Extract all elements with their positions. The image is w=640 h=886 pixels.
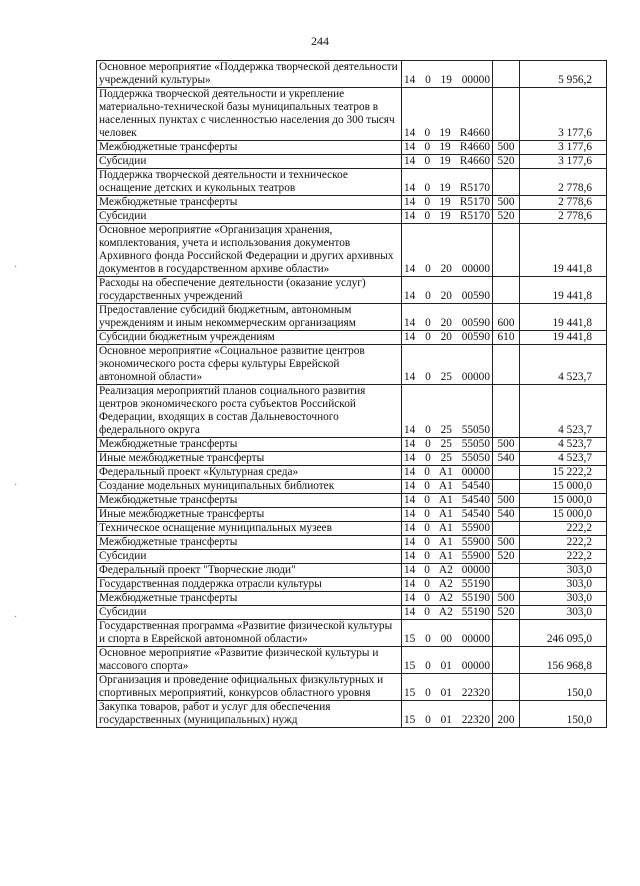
row-name: Иные межбюджетные трансферты — [97, 508, 402, 522]
row-sum: 15 000,0 — [520, 508, 607, 522]
row-vr: 500 — [493, 141, 520, 155]
code-part: A1 — [438, 536, 453, 548]
table-row — [97, 564, 607, 578]
table-row — [97, 466, 607, 480]
code-part: 20 — [440, 331, 452, 343]
code-part: 00000 — [461, 263, 490, 275]
code-part: 19 — [439, 182, 451, 194]
row-code — [402, 701, 493, 728]
code-part: 0 — [424, 592, 430, 604]
row-name: Основное мероприятие «Развитие физической культуры и массового спорта» — [97, 647, 402, 674]
code-part: 19 — [439, 210, 451, 222]
table-row — [97, 522, 607, 536]
row-code — [402, 224, 493, 277]
code-part: 01 — [440, 660, 452, 672]
row-sum: 222,2 — [520, 536, 607, 550]
code-part: 0 — [425, 452, 431, 464]
code-part: 00000 — [461, 564, 490, 576]
code-part: R5170 — [459, 182, 490, 194]
code-part: 14 — [404, 182, 416, 194]
budget-table — [96, 60, 607, 728]
code-part: 19 — [440, 74, 452, 86]
table-row — [97, 550, 607, 564]
code-part: 14 — [404, 592, 416, 604]
row-vr — [493, 61, 520, 88]
row-vr: 520 — [493, 210, 520, 224]
row-sum: 4 523,7 — [520, 385, 607, 438]
code-part: 14 — [404, 210, 416, 222]
row-code — [402, 494, 493, 508]
code-part: 15 — [404, 714, 416, 726]
code-part: 20 — [440, 290, 452, 302]
scan-mark: · — [14, 480, 18, 491]
table-row — [97, 508, 607, 522]
row-vr: 600 — [493, 304, 520, 331]
code-part: 0 — [424, 466, 430, 478]
row-name: Межбюджетные трансферты — [97, 141, 402, 155]
row-name: Субсидии — [97, 155, 402, 169]
code-part: 14 — [404, 550, 416, 562]
code-part: 14 — [404, 466, 416, 478]
code-part: 0 — [425, 660, 431, 672]
row-sum: 222,2 — [520, 522, 607, 536]
row-sum: 4 523,7 — [520, 452, 607, 466]
row-sum: 5 956,2 — [520, 61, 607, 88]
row-name: Основное мероприятие «Организация хранения, комплектования, учета и использования документов Архивного фонда Российской Федерации и других архивных документов в государственном архиве области» — [97, 224, 402, 277]
row-vr — [493, 522, 520, 536]
row-sum: 19 441,8 — [520, 224, 607, 277]
code-part: 19 — [439, 155, 451, 167]
row-sum: 222,2 — [520, 550, 607, 564]
table-row — [97, 224, 607, 277]
row-sum: 2 778,6 — [520, 196, 607, 210]
code-part: R4660 — [459, 141, 490, 153]
code-part: 14 — [404, 522, 416, 534]
code-part: 14 — [404, 317, 416, 329]
row-sum: 15 000,0 — [520, 480, 607, 494]
table-row — [97, 674, 607, 701]
code-part: A1 — [438, 550, 453, 562]
row-code — [402, 564, 493, 578]
scan-mark: · — [14, 612, 18, 623]
code-part: 0 — [424, 196, 431, 208]
row-sum: 19 441,8 — [520, 304, 607, 331]
code-part: 54540 — [461, 494, 490, 506]
row-name: Субсидии — [97, 550, 402, 564]
table-row — [97, 578, 607, 592]
code-part: 14 — [404, 480, 416, 492]
row-name: Субсидии — [97, 606, 402, 620]
row-code — [402, 508, 493, 522]
code-part: R4660 — [459, 127, 490, 139]
row-name: Межбюджетные трансферты — [97, 438, 402, 452]
row-name: Предоставление субсидий бюджетным, автономным учреждениям и иным некоммерческим организациям — [97, 304, 402, 331]
row-name: Межбюджетные трансферты — [97, 196, 402, 210]
row-vr: 520 — [493, 606, 520, 620]
code-part: 55050 — [461, 438, 490, 450]
table-row — [97, 452, 607, 466]
code-part: 55900 — [461, 522, 490, 534]
code-part: 15 — [404, 633, 416, 645]
row-name: Федеральный проект «Культурная среда» — [97, 466, 402, 480]
code-part: A1 — [438, 466, 453, 478]
table-row — [97, 592, 607, 606]
code-part: 0 — [424, 508, 430, 520]
row-code — [402, 480, 493, 494]
row-sum: 3 177,6 — [520, 141, 607, 155]
row-vr — [493, 277, 520, 304]
code-part: 0 — [425, 290, 431, 302]
row-name: Межбюджетные трансферты — [97, 536, 402, 550]
row-code — [402, 385, 493, 438]
row-vr — [493, 466, 520, 480]
code-part: 54540 — [461, 508, 490, 520]
row-name: Основное мероприятие «Поддержка творческой деятельности учреждений культуры» — [97, 61, 402, 88]
code-part: R5170 — [459, 210, 490, 222]
code-part: 14 — [404, 494, 416, 506]
code-part: 22320 — [461, 687, 490, 699]
code-part: 55050 — [461, 452, 490, 464]
code-part: 15 — [404, 660, 416, 672]
row-sum: 156 968,8 — [520, 647, 607, 674]
code-part: 0 — [425, 317, 431, 329]
code-part: 00590 — [461, 331, 490, 343]
row-sum: 19 441,8 — [520, 331, 607, 345]
code-part: 0 — [424, 127, 431, 139]
table-row — [97, 480, 607, 494]
code-part: 25 — [440, 371, 452, 383]
row-vr — [493, 564, 520, 578]
table-row — [97, 169, 607, 196]
row-name: Техническое оснащение муниципальных музеев — [97, 522, 402, 536]
row-code — [402, 536, 493, 550]
row-name: Расходы на обеспечение деятельности (оказание услуг) государственных учреждений — [97, 277, 402, 304]
table-row — [97, 536, 607, 550]
code-part: 19 — [439, 141, 451, 153]
row-code — [402, 196, 493, 210]
code-part: 54540 — [461, 480, 490, 492]
code-part: A1 — [438, 494, 453, 506]
code-part: A1 — [438, 480, 453, 492]
row-sum: 15 000,0 — [520, 494, 607, 508]
row-sum: 3 177,6 — [520, 88, 607, 141]
row-name: Поддержка творческой деятельности и укрепление материально-технической базы муниципальных театров в населенных пунктах с численностью населения до 300 тысяч человек — [97, 88, 402, 141]
code-part: 25 — [440, 438, 452, 450]
row-vr — [493, 578, 520, 592]
code-part: 14 — [404, 155, 416, 167]
code-part: R5170 — [459, 196, 490, 208]
row-name: Межбюджетные трансферты — [97, 592, 402, 606]
code-part: 00000 — [461, 633, 490, 645]
row-code — [402, 438, 493, 452]
row-sum: 4 523,7 — [520, 345, 607, 385]
row-sum: 2 778,6 — [520, 169, 607, 196]
row-code — [402, 674, 493, 701]
row-vr: 500 — [493, 196, 520, 210]
code-part: 19 — [439, 127, 451, 139]
table-row — [97, 438, 607, 452]
code-part: 0 — [424, 606, 430, 618]
code-part: 0 — [425, 633, 431, 645]
row-code — [402, 620, 493, 647]
code-part: A2 — [438, 564, 453, 576]
table-row — [97, 345, 607, 385]
code-part: 19 — [439, 196, 451, 208]
row-code — [402, 277, 493, 304]
code-part: 14 — [404, 263, 416, 275]
code-part: 22320 — [461, 714, 490, 726]
row-code — [402, 550, 493, 564]
code-part: 0 — [424, 564, 430, 576]
row-code — [402, 88, 493, 141]
code-part: 0 — [425, 331, 431, 343]
row-sum: 3 177,6 — [520, 155, 607, 169]
code-part: 0 — [424, 536, 430, 548]
code-part: 0 — [424, 210, 431, 222]
row-code — [402, 647, 493, 674]
code-part: A2 — [438, 578, 453, 590]
budget-table-body — [97, 61, 607, 728]
table-row — [97, 61, 607, 88]
code-part: 01 — [440, 714, 452, 726]
code-part: 14 — [404, 508, 416, 520]
code-part: 0 — [424, 578, 430, 590]
code-part: 00 — [440, 633, 452, 645]
row-vr: 540 — [493, 452, 520, 466]
code-part: 14 — [404, 438, 416, 450]
code-part: 14 — [404, 331, 416, 343]
row-code — [402, 522, 493, 536]
row-name: Федеральный проект "Творческие люди" — [97, 564, 402, 578]
code-part: 14 — [404, 127, 416, 139]
code-part: A1 — [438, 508, 453, 520]
row-name: Организация и проведение официальных физкультурных и спортивных мероприятий, конкурсов областного уровня — [97, 674, 402, 701]
row-vr — [493, 480, 520, 494]
row-code — [402, 61, 493, 88]
row-sum: 303,0 — [520, 606, 607, 620]
row-name: Основное мероприятие «Социальное развитие центров экономического роста сферы культуры Еврейской автономной области» — [97, 345, 402, 385]
code-part: 0 — [424, 141, 431, 153]
code-part: 14 — [404, 74, 416, 86]
row-sum: 303,0 — [520, 592, 607, 606]
row-sum: 15 222,2 — [520, 466, 607, 480]
row-vr: 610 — [493, 331, 520, 345]
code-part: 14 — [404, 606, 416, 618]
code-part: A1 — [438, 522, 453, 534]
row-code — [402, 141, 493, 155]
table-row — [97, 620, 607, 647]
code-part: 55900 — [461, 550, 490, 562]
row-name: Субсидии бюджетным учреждениям — [97, 331, 402, 345]
table-row — [97, 277, 607, 304]
row-name: Государственная поддержка отрасли культуры — [97, 578, 402, 592]
row-sum: 150,0 — [520, 701, 607, 728]
code-part: R4660 — [459, 155, 490, 167]
row-sum: 303,0 — [520, 578, 607, 592]
code-part: 01 — [440, 687, 452, 699]
code-part: 00590 — [461, 290, 490, 302]
code-part: 55190 — [461, 606, 490, 618]
row-code — [402, 452, 493, 466]
code-part: 00000 — [461, 660, 490, 672]
row-vr — [493, 385, 520, 438]
row-code — [402, 169, 493, 196]
row-vr: 500 — [493, 494, 520, 508]
code-part: 0 — [425, 438, 431, 450]
table-row — [97, 210, 607, 224]
code-part: 00590 — [461, 317, 490, 329]
code-part: 20 — [440, 317, 452, 329]
code-part: 0 — [425, 424, 431, 436]
code-part: 0 — [424, 480, 430, 492]
code-part: 14 — [404, 290, 416, 302]
row-sum: 2 778,6 — [520, 210, 607, 224]
row-name: Реализация мероприятий планов социального развития центров экономического роста субъектов Российской Федерации, входящих в состав Дальневосточного федерального округа — [97, 385, 402, 438]
table-row — [97, 647, 607, 674]
code-part: 0 — [424, 494, 430, 506]
code-part: 14 — [404, 536, 416, 548]
row-code — [402, 155, 493, 169]
row-vr — [493, 345, 520, 385]
row-vr — [493, 169, 520, 196]
row-name: Иные межбюджетные трансферты — [97, 452, 402, 466]
code-part: 0 — [425, 263, 431, 275]
code-part: 0 — [425, 74, 431, 86]
row-code — [402, 304, 493, 331]
row-vr — [493, 620, 520, 647]
table-row — [97, 494, 607, 508]
row-vr — [493, 674, 520, 701]
code-part: 0 — [424, 550, 430, 562]
row-sum: 246 095,0 — [520, 620, 607, 647]
table-row — [97, 141, 607, 155]
table-row — [97, 304, 607, 331]
table-row — [97, 155, 607, 169]
row-name: Закупка товаров, работ и услуг для обеспечения государственных (муниципальных) нужд — [97, 701, 402, 728]
code-part: 14 — [404, 578, 416, 590]
code-part: 14 — [404, 424, 416, 436]
table-row — [97, 606, 607, 620]
code-part: 55190 — [461, 592, 490, 604]
row-vr: 500 — [493, 592, 520, 606]
code-part: 14 — [404, 196, 416, 208]
row-vr: 500 — [493, 438, 520, 452]
row-name: Создание модельных муниципальных библиотек — [97, 480, 402, 494]
code-part: 14 — [404, 564, 416, 576]
row-vr: 540 — [493, 508, 520, 522]
row-sum: 19 441,8 — [520, 277, 607, 304]
row-code — [402, 345, 493, 385]
code-part: 55050 — [461, 424, 490, 436]
code-part: 25 — [440, 452, 452, 464]
row-vr — [493, 647, 520, 674]
row-code — [402, 331, 493, 345]
code-part: A2 — [438, 606, 453, 618]
code-part: 55900 — [461, 536, 490, 548]
code-part: 25 — [440, 424, 452, 436]
code-part: 00000 — [461, 466, 490, 478]
row-code — [402, 592, 493, 606]
code-part: 0 — [425, 371, 431, 383]
table-row — [97, 88, 607, 141]
code-part: 0 — [425, 687, 431, 699]
row-code — [402, 606, 493, 620]
code-part: A2 — [438, 592, 453, 604]
row-name: Государственная программа «Развитие физической культуры и спорта в Еврейской автономной области» — [97, 620, 402, 647]
row-code — [402, 578, 493, 592]
code-part: 55190 — [461, 578, 490, 590]
row-vr — [493, 224, 520, 277]
code-part: 0 — [425, 714, 431, 726]
table-row — [97, 385, 607, 438]
code-part: 00000 — [461, 371, 490, 383]
row-vr: 200 — [493, 701, 520, 728]
code-part: 14 — [404, 371, 416, 383]
row-name: Межбюджетные трансферты — [97, 494, 402, 508]
row-sum: 4 523,7 — [520, 438, 607, 452]
page-number: 244 — [311, 34, 329, 48]
code-part: 0 — [424, 182, 431, 194]
row-vr: 500 — [493, 536, 520, 550]
row-name: Субсидии — [97, 210, 402, 224]
code-part: 0 — [424, 522, 430, 534]
row-vr — [493, 88, 520, 141]
row-vr: 520 — [493, 550, 520, 564]
table-row — [97, 331, 607, 345]
row-sum: 150,0 — [520, 674, 607, 701]
code-part: 14 — [404, 452, 416, 464]
code-part: 0 — [424, 155, 431, 167]
row-code — [402, 210, 493, 224]
row-sum: 303,0 — [520, 564, 607, 578]
scan-mark: · — [14, 262, 18, 273]
row-code — [402, 466, 493, 480]
code-part: 14 — [404, 141, 416, 153]
table-row — [97, 701, 607, 728]
row-vr: 520 — [493, 155, 520, 169]
code-part: 20 — [440, 263, 452, 275]
row-name: Поддержка творческой деятельности и техническое оснащение детских и кукольных театров — [97, 169, 402, 196]
code-part: 00000 — [461, 74, 490, 86]
table-row — [97, 196, 607, 210]
code-part: 15 — [404, 687, 416, 699]
